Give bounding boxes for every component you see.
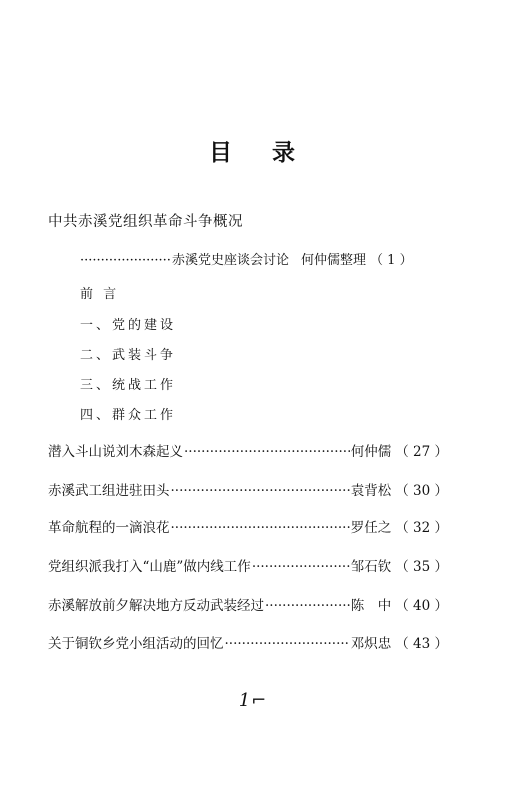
- leader-dots: [171, 520, 350, 536]
- entry-title: 赤溪武工组进驻田头: [48, 483, 170, 499]
- subsection-party-building: 一、党的建设: [80, 318, 177, 333]
- entry-title: 关于铜钦乡党小组活动的回忆: [48, 636, 224, 652]
- entry-title: 革命航程的一滴浪花: [48, 520, 170, 536]
- entry-page: （ 43 ）: [395, 636, 448, 652]
- toc-entry: [48, 632, 448, 652]
- entry-page: （ 35 ）: [395, 559, 448, 575]
- main-section-heading: 中共赤溪党组织革命斗争概况: [48, 214, 243, 230]
- entry-author: 何仲儒: [350, 444, 392, 460]
- subsection-preface: 前 言: [80, 287, 120, 302]
- page-title: [0, 134, 506, 167]
- subsection-united-front: 三、统战工作: [80, 378, 177, 393]
- entry-page: （ 40 ）: [395, 598, 448, 614]
- entry-author: 邹石钦: [350, 559, 392, 575]
- entry-author: 邓炽忠: [350, 636, 392, 652]
- leader-dots: [80, 253, 172, 268]
- entry-author: 袁背松: [350, 483, 392, 499]
- page-ref: （ 1 ）: [370, 253, 413, 268]
- leader-dots: [171, 483, 350, 499]
- toc-entry: [48, 555, 448, 575]
- entry-page: （ 32 ）: [395, 520, 448, 536]
- entry-title: 潜入斗山说刘木森起义: [48, 444, 183, 460]
- toc-entry: [48, 479, 448, 499]
- toc-entry: [48, 440, 448, 460]
- entry-author: 罗任之: [350, 520, 392, 536]
- subsection-mass-work: 四、群众工作: [80, 408, 177, 423]
- source-text: 赤溪党史座谈会讨论: [172, 253, 290, 268]
- page-number: 1⌐: [238, 690, 268, 711]
- editor-name: 何仲儒整理: [301, 253, 367, 268]
- title-char-1: 目: [209, 139, 234, 166]
- entry-title: 党组织派我打入“山鹿”做内线工作: [48, 559, 251, 575]
- leader-dots: [252, 559, 350, 575]
- toc-entry: [48, 594, 448, 614]
- main-section-source-line: [80, 249, 448, 268]
- toc-entry: [48, 516, 448, 536]
- leader-dots: [184, 444, 350, 460]
- entry-author: 陈 中: [350, 598, 392, 614]
- leader-dots: [225, 636, 350, 652]
- title-char-2: 录: [272, 139, 297, 166]
- entry-page: （ 27 ）: [395, 444, 448, 460]
- leader-dots: [265, 598, 350, 614]
- entry-title: 赤溪解放前夕解决地方反动武装经过: [48, 598, 264, 614]
- subsection-armed-struggle: 二、武装斗争: [80, 348, 177, 363]
- entry-page: （ 30 ）: [395, 483, 448, 499]
